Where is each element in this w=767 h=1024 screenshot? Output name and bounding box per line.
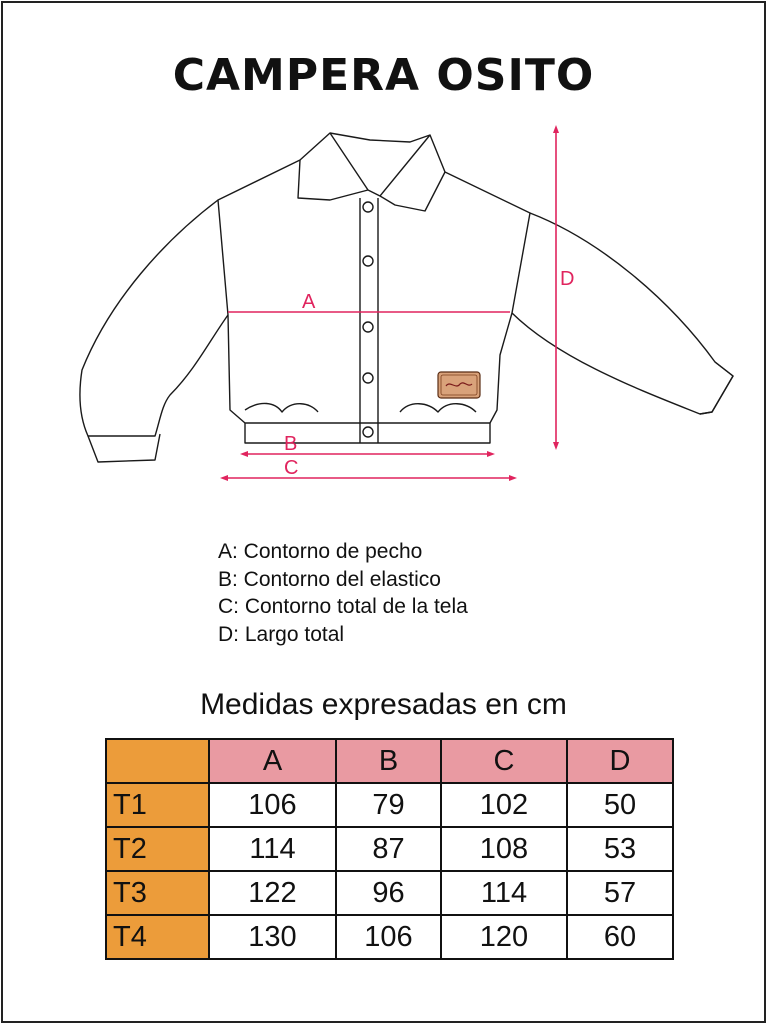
column-header-b: B	[336, 739, 441, 783]
table-cell: 87	[336, 827, 441, 871]
table-row	[106, 783, 673, 827]
table-row	[106, 871, 673, 915]
size-label: T1	[106, 783, 209, 827]
table-cell: 50	[567, 783, 673, 827]
size-label: T2	[106, 827, 209, 871]
table-row	[106, 915, 673, 959]
table-cell: 102	[441, 783, 567, 827]
size-label: T3	[106, 871, 209, 915]
column-header-a: A	[209, 739, 336, 783]
jacket-body-outline	[218, 133, 530, 423]
measurement-legend	[218, 538, 468, 648]
table-cell: 122	[209, 871, 336, 915]
button-4	[363, 373, 373, 383]
jacket-collar	[298, 133, 445, 211]
table-cell: 106	[336, 915, 441, 959]
jacket-diagram	[0, 120, 767, 490]
label-c: C	[284, 457, 299, 479]
table-header-row	[106, 739, 673, 783]
legend-item-a: A: Contorno de pecho	[218, 540, 423, 563]
table-cell: 53	[567, 827, 673, 871]
table-cell: 57	[567, 871, 673, 915]
table-cell: 130	[209, 915, 336, 959]
button-3	[363, 322, 373, 332]
column-header-c: C	[441, 739, 567, 783]
label-a: A	[302, 291, 316, 313]
label-b: B	[284, 433, 298, 455]
label-d: D	[560, 268, 575, 290]
button-5	[363, 427, 373, 437]
left-cuff	[88, 434, 160, 462]
table-row	[106, 827, 673, 871]
table-cell: 108	[441, 827, 567, 871]
table-cell: 79	[336, 783, 441, 827]
page-title: CAMPERA OSITO	[172, 50, 595, 101]
button-2	[363, 256, 373, 266]
table-cell: 114	[209, 827, 336, 871]
left-sleeve	[80, 200, 228, 436]
table-cell: 106	[209, 783, 336, 827]
brand-patch	[438, 372, 480, 398]
right-sleeve	[512, 213, 733, 414]
legend-item-c: C: Contorno total de la tela	[218, 595, 468, 618]
right-cuff	[700, 362, 733, 414]
table-cell: 96	[336, 871, 441, 915]
column-header-d: D	[567, 739, 673, 783]
legend-item-b: B: Contorno del elastico	[218, 567, 441, 591]
placket	[360, 198, 378, 443]
size-label: T4	[106, 915, 209, 959]
table-cell: 114	[441, 871, 567, 915]
table-corner-cell	[106, 739, 209, 783]
button-1	[363, 202, 373, 212]
legend-item-d: D: Largo total	[218, 622, 345, 646]
size-table	[105, 738, 674, 960]
table-cell: 120	[441, 915, 567, 959]
table-cell: 60	[567, 915, 673, 959]
units-note: Medidas expresadas en cm	[200, 688, 567, 721]
